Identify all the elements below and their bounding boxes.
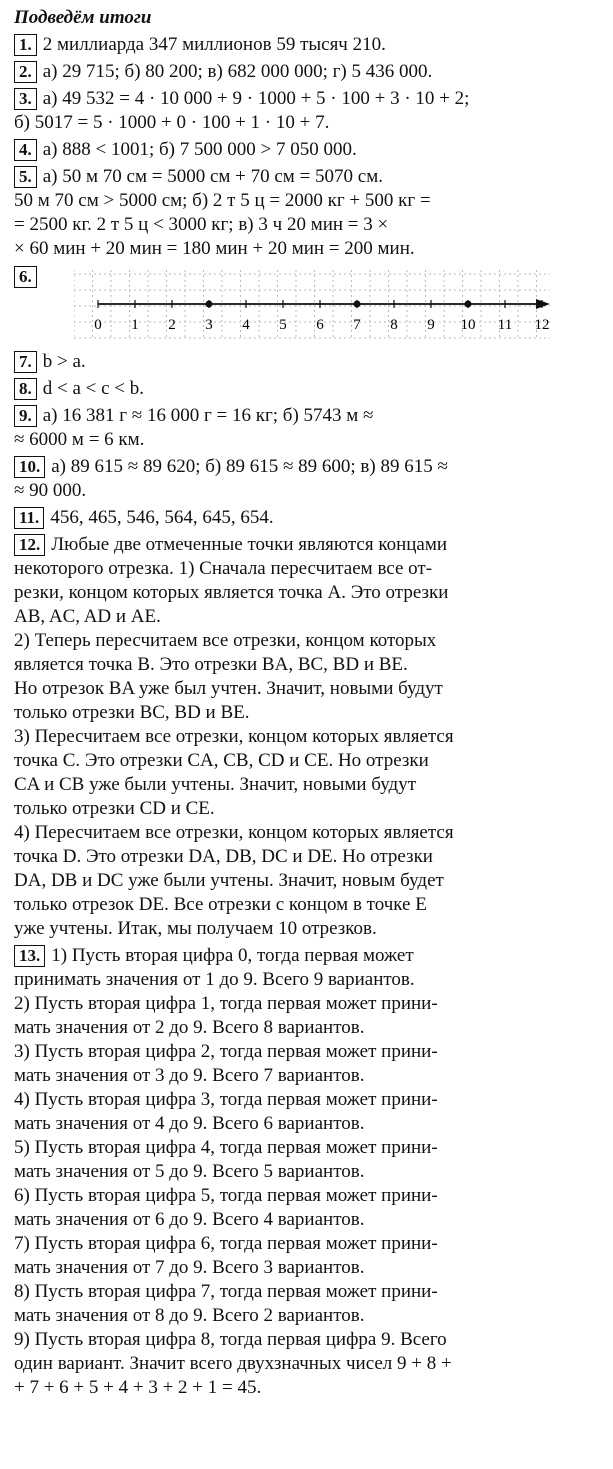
problem-2 bbox=[14, 60, 605, 84]
problem-6-figure bbox=[14, 264, 605, 350]
problem-number: 11. bbox=[14, 507, 44, 529]
problem-text-line: ≈ 90 000. bbox=[14, 480, 87, 501]
problem-number: 10. bbox=[14, 456, 45, 478]
problem-text-line: ≈ 6000 м = 6 км. bbox=[14, 429, 145, 450]
problem-text-line: 3) Пересчитаем все отрезки, концом которых является bbox=[14, 726, 454, 747]
problem-text-line: 3) Пусть вторая цифра 2, тогда первая может прини- bbox=[14, 1041, 438, 1062]
problem-text-line: является точка B. Это отрезки BA, BC, BD и BE. bbox=[14, 654, 408, 675]
problem-8 bbox=[14, 377, 605, 401]
tick-label: 9 bbox=[427, 317, 435, 333]
tick-label: 6 bbox=[316, 317, 324, 333]
problem-number: 6. bbox=[14, 266, 37, 288]
tick-label: 4 bbox=[242, 317, 250, 333]
problem-text-line: уже учтены. Итак, мы получаем 10 отрезков. bbox=[14, 918, 377, 939]
problem-text-line: точка C. Это отрезки CA, CB, CD и CE. Но отрезки bbox=[14, 750, 429, 771]
problem-text-line: + 7 + 6 + 5 + 4 + 3 + 2 + 1 = 45. bbox=[14, 1377, 262, 1398]
problem-text-line: d < a < c < b. bbox=[42, 378, 145, 399]
problem-text-line: 9) Пусть вторая цифра 8, тогда первая цифра 9. Всего bbox=[14, 1329, 447, 1350]
problem-text-line: принимать значения от 1 до 9. Всего 9 вариантов. bbox=[14, 969, 415, 990]
problem-text-line: точка D. Это отрезки DA, DB, DC и DE. Но отрезки bbox=[14, 846, 433, 867]
tick-label: 10 bbox=[460, 317, 476, 333]
tick-label: 1 bbox=[131, 317, 139, 333]
problem-text-line: мать значения от 8 до 9. Всего 2 вариантов. bbox=[14, 1305, 365, 1326]
problem-number: 1. bbox=[14, 34, 37, 56]
problem-text-line: мать значения от 3 до 9. Всего 7 вариантов. bbox=[14, 1065, 365, 1086]
problem-text-line: Но отрезок BA уже был учтен. Значит, новыми будут bbox=[14, 678, 443, 699]
marked-point bbox=[206, 301, 213, 308]
problem-number: 5. bbox=[14, 166, 37, 188]
marked-point bbox=[465, 301, 472, 308]
problem-number: 13. bbox=[14, 945, 45, 967]
problem-13 bbox=[14, 944, 605, 1400]
tick-label: 2 bbox=[168, 317, 176, 333]
problem-text-line: мать значения от 7 до 9. Всего 3 вариантов. bbox=[14, 1257, 365, 1278]
problem-5 bbox=[14, 165, 605, 261]
problem-text-line: 5) Пусть вторая цифра 4, тогда первая может прини- bbox=[14, 1137, 438, 1158]
problem-text-line: а) 50 м 70 см = 5000 см + 70 см = 5070 см. bbox=[42, 166, 384, 187]
problem-4 bbox=[14, 138, 605, 162]
problem-text-line: а) 16 381 г ≈ 16 000 г = 16 кг; б) 5743 м ≈ bbox=[42, 405, 374, 426]
axis-arrow bbox=[536, 299, 550, 309]
problem-text-line: × 60 мин + 20 мин = 180 мин + 20 мин = 200 мин. bbox=[14, 238, 415, 259]
problems-block-2 bbox=[14, 350, 605, 1400]
problem-text-line: DA, DB и DC уже были учтены. Значит, новым будет bbox=[14, 870, 444, 891]
problem-number: 8. bbox=[14, 378, 37, 400]
problem-number: 7. bbox=[14, 351, 37, 373]
problem-text-line: 8) Пусть вторая цифра 7, тогда первая может прини- bbox=[14, 1281, 438, 1302]
tick-label: 0 bbox=[94, 317, 102, 333]
problem-text-line: а) 29 715; б) 80 200; в) 682 000 000; г) 5 436 000. bbox=[42, 61, 433, 82]
problem-9 bbox=[14, 404, 605, 452]
problem-1 bbox=[14, 33, 605, 57]
number-line bbox=[74, 270, 564, 342]
problem-number: 4. bbox=[14, 139, 37, 161]
problem-text-line: мать значения от 4 до 9. Всего 6 вариантов. bbox=[14, 1113, 365, 1134]
problem-text-line: 456, 465, 546, 564, 645, 654. bbox=[50, 507, 274, 528]
problem-12 bbox=[14, 533, 605, 941]
problem-11 bbox=[14, 506, 605, 530]
problem-text-line: а) 49 532 = 4 · 10 000 + 9 · 1000 + 5 · 100 + 3 · 10 + 2; bbox=[42, 88, 470, 109]
problem-text-line: только отрезки BC, BD и BE. bbox=[14, 702, 250, 723]
tick-label: 7 bbox=[353, 317, 361, 333]
problem-text-line: б) 5017 = 5 · 1000 + 0 · 100 + 1 · 10 + 7. bbox=[14, 112, 330, 133]
problem-10 bbox=[14, 455, 605, 503]
tick-label: 12 bbox=[534, 317, 550, 333]
tick-label: 3 bbox=[205, 317, 213, 333]
problem-text-line: = 2500 кг. 2 т 5 ц < 3000 кг; в) 3 ч 20 мин = 3 × bbox=[14, 214, 389, 235]
tick-label: 8 bbox=[390, 317, 398, 333]
problem-text-line: 50 м 70 см > 5000 см; б) 2 т 5 ц = 2000 кг + 500 кг = bbox=[14, 190, 431, 211]
problem-3 bbox=[14, 87, 605, 135]
problem-text-line: CA и CB уже были учтены. Значит, новыми будут bbox=[14, 774, 416, 795]
problem-text-line: 2) Теперь пересчитаем все отрезки, концом которых bbox=[14, 630, 437, 651]
problem-text-line: 2) Пусть вторая цифра 1, тогда первая может прини- bbox=[14, 993, 438, 1014]
problem-7 bbox=[14, 350, 605, 374]
problem-text-line: только отрезки CD и CE. bbox=[14, 798, 215, 819]
problem-number: 12. bbox=[14, 534, 45, 556]
problem-text-line: 2 миллиарда 347 миллионов 59 тысяч 210. bbox=[42, 34, 386, 55]
problem-text-line: 7) Пусть вторая цифра 6, тогда первая может прини- bbox=[14, 1233, 438, 1254]
problem-text-line: только отрезок DE. Все отрезки с концом в точке E bbox=[14, 894, 427, 915]
problem-text-line: некоторого отрезка. 1) Сначала пересчитаем все от- bbox=[14, 558, 433, 579]
problem-text-line: 1) Пусть вторая цифра 0, тогда первая может bbox=[51, 945, 414, 966]
problem-text-line: а) 888 < 1001; б) 7 500 000 > 7 050 000. bbox=[42, 139, 357, 160]
problem-text-line: Любые две отмеченные точки являются концами bbox=[51, 534, 448, 555]
problem-text-line: мать значения от 2 до 9. Всего 8 вариантов. bbox=[14, 1017, 365, 1038]
problem-text-line: b > a. bbox=[42, 351, 86, 372]
problem-number: 3. bbox=[14, 88, 37, 110]
problem-number: 9. bbox=[14, 405, 37, 427]
problem-text-line: 4) Пусть вторая цифра 3, тогда первая может прини- bbox=[14, 1089, 438, 1110]
problem-text-line: мать значения от 6 до 9. Всего 4 вариантов. bbox=[14, 1209, 365, 1230]
problem-text-line: мать значения от 5 до 9. Всего 5 вариантов. bbox=[14, 1161, 365, 1182]
section-heading: Подведём итоги bbox=[14, 7, 152, 28]
tick-label: 5 bbox=[279, 317, 287, 333]
tick-label: 11 bbox=[497, 317, 513, 333]
marked-point bbox=[354, 301, 361, 308]
problem-text-line: AB, AC, AD и AE. bbox=[14, 606, 161, 627]
problem-text-line: резки, концом которых является точка A. Это отрезки bbox=[14, 582, 449, 603]
problem-text-line: 4) Пересчитаем все отрезки, концом которых является bbox=[14, 822, 454, 843]
problem-text-line: а) 89 615 ≈ 89 620; б) 89 615 ≈ 89 600; в) 89 615 ≈ bbox=[51, 456, 448, 477]
problem-number: 2. bbox=[14, 61, 37, 83]
problem-text-line: 6) Пусть вторая цифра 5, тогда первая может прини- bbox=[14, 1185, 438, 1206]
problem-text-line: один вариант. Значит всего двухзначных чисел 9 + 8 + bbox=[14, 1353, 452, 1374]
problems-block-1 bbox=[14, 33, 605, 261]
